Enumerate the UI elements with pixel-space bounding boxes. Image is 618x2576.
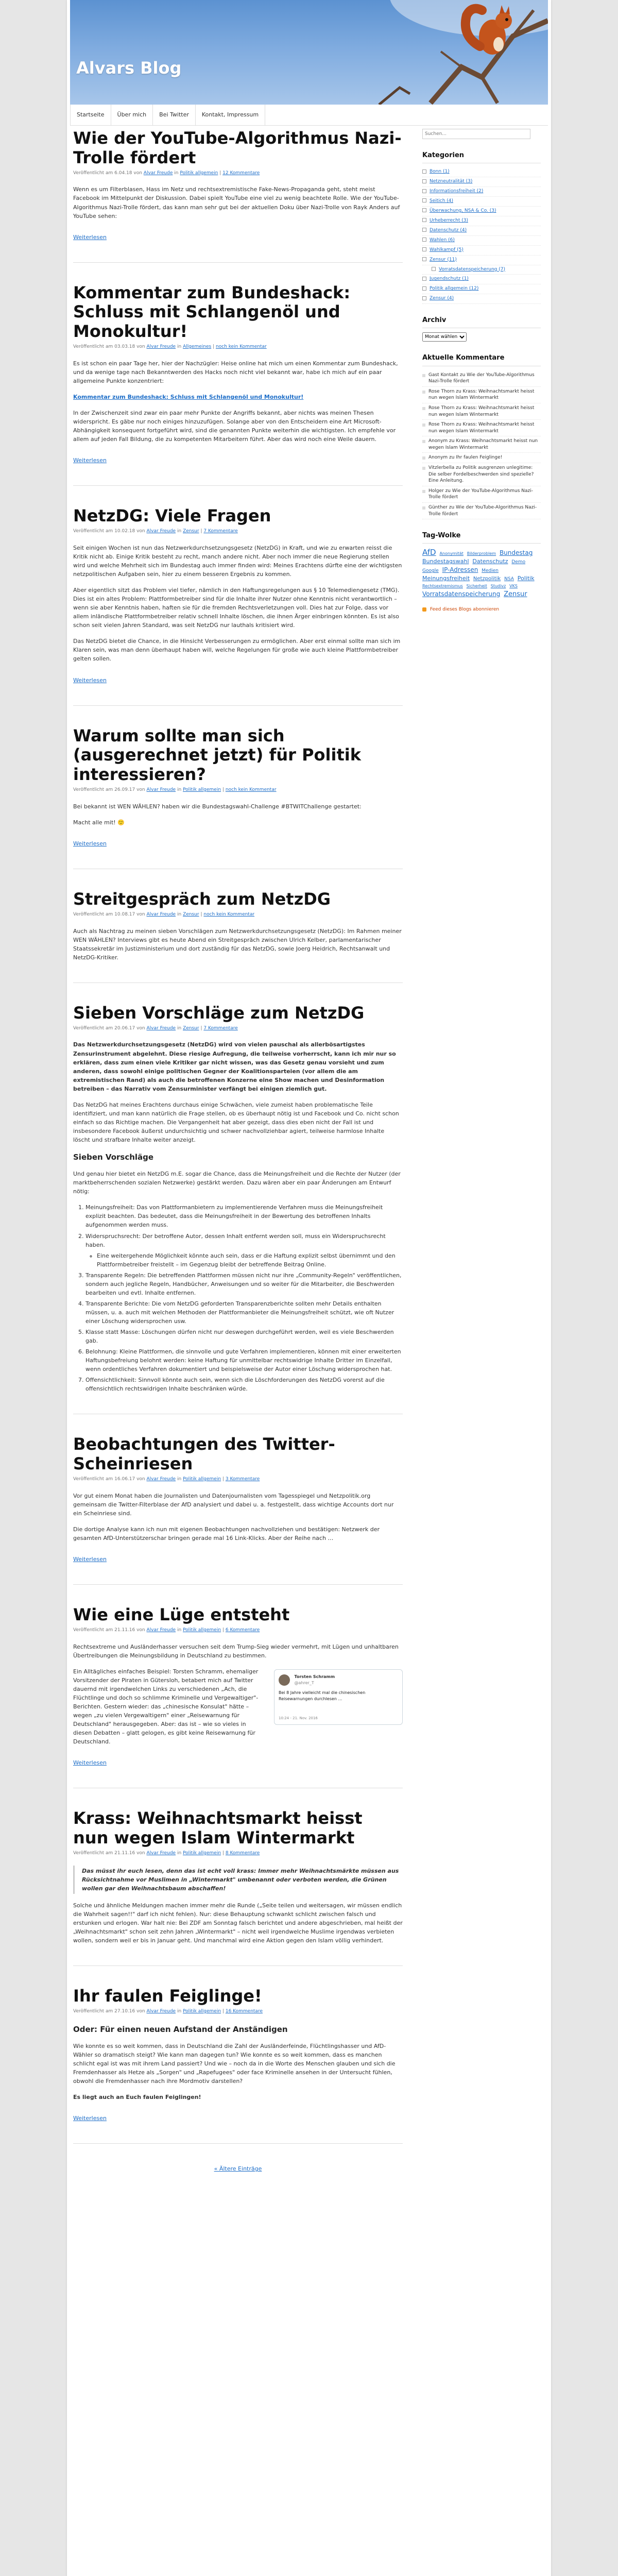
tag-link[interactable]: Medien — [482, 568, 499, 574]
tag-link[interactable]: Zensur — [504, 590, 527, 599]
post-divider — [73, 705, 403, 706]
tag-link[interactable]: Meinungsfreiheit — [422, 575, 470, 582]
list-item: 1. Meinungsfreiheit: Das von Plattformanbietern zu implementierende Verfahren muss die Meinungsfreiheit explizit beachten. Das bedeutet, dass die Meinungsfreiheit in der Bewertung des betroffenen Inhalts aufgenommen werden muss. — [85, 1203, 403, 1229]
post — [73, 129, 403, 263]
tag-link[interactable]: AfD — [422, 548, 436, 557]
post-quote: Das müsst ihr euch lesen, denn das ist echt voll krass: Immer mehr Weihnachtsmärkte müssen aus Rücksichtnahme vor Muslimen in „Wintermarkt" umbenannt oder verboten werden, die Grünen wollen gar den Weihnachtsbaum abschaffen! — [73, 1866, 403, 1894]
main-content — [73, 129, 403, 2173]
category-item[interactable] — [422, 284, 541, 294]
post-paragraph: Seit einigen Wochen ist nun das Netzwerkdurchsetzungsgesetz (NetzDG) in Kraft, und wie zu erwarten reisst die Kritik nicht ab. Einige Kritik besteht zu recht, manch andere nicht. Aber noch immer die neue Regierung stellen wird und welche Mehrheit sich im Bundestag auch immer finden wird: Meines Erachtens dürfte eine der wichtigsten netzpolitischen Aufgaben sein, hier zu einem besseren Ergebnis zu kommen. — [73, 544, 402, 578]
post-title[interactable]: Warum sollte man sich (ausgerechnet jetzt) für Politik interessieren? — [73, 725, 362, 785]
category-item[interactable] — [422, 226, 541, 236]
tag-cloud — [422, 548, 541, 599]
tag-link[interactable]: Datenschutz — [472, 558, 508, 565]
post-author-link[interactable]: Alvar Freude — [146, 529, 176, 534]
post-title[interactable]: Sieben Vorschläge zum NetzDG — [73, 1003, 365, 1023]
read-more-link[interactable]: Weiterlesen — [73, 457, 107, 464]
recent-comments-heading: Aktuelle Kommentare — [422, 353, 541, 366]
tag-link[interactable]: Rechtsextremismus — [422, 584, 463, 589]
tag-link[interactable]: Bundestag — [499, 549, 533, 557]
recent-comments-list — [422, 370, 541, 520]
post-category-link[interactable]: Politik allgemein — [183, 1627, 221, 1633]
meta-in: in — [177, 2008, 182, 2014]
meta-separator: | — [219, 170, 221, 176]
tag-link[interactable]: NSA — [504, 577, 514, 582]
bullet-icon — [422, 218, 426, 222]
category-link[interactable]: Wahlkampf (5) — [430, 247, 464, 252]
tweet-avatar — [279, 1674, 290, 1686]
archive-select[interactable] — [422, 332, 467, 342]
proposal-list — [73, 1203, 403, 1393]
post-meta — [73, 911, 403, 919]
tag-cloud-heading: Tag-Wolke — [422, 531, 541, 544]
bullet-icon — [422, 198, 426, 202]
post-paragraph: Das NetzDG hat meines Erachtens durchaus einige Schwächen, viele zumeist haben problematische Teile identifiziert, und man kann natürlich die Frage stellen, ob es überhaupt nötig ist und Facebook und Co. nicht schon einfach so das Richtige machen. Die Vergangenheit hat aber gezeigt, dass dies eben nicht der Fall ist und insbesondere Facebook äußerst undurchsichtig und schwer nachvollziehbar agiert, teilweise harmlose Inhalte löscht und strafbare Inhalte weiter anzeigt. — [73, 1101, 399, 1143]
post-author-link[interactable]: Alvar Freude — [146, 344, 176, 349]
meta-in: in — [177, 911, 182, 917]
category-item[interactable] — [422, 294, 541, 304]
tag-link[interactable]: Bundestagswahl — [422, 558, 469, 565]
meta-in: in — [177, 1850, 182, 1856]
post-category-link[interactable]: Politik allgemein — [183, 2008, 221, 2014]
post — [73, 726, 403, 869]
post-meta — [73, 344, 403, 351]
post-date: Veröffentlicht am 20.06.17 von — [73, 1025, 145, 1031]
bullet-icon — [422, 257, 426, 261]
meta-separator: | — [200, 529, 202, 534]
nav-item-startseite[interactable]: Startseite — [70, 105, 111, 125]
post — [73, 1987, 403, 2144]
bullet-icon — [422, 179, 426, 183]
post-date: Veröffentlicht am 03.03.18 von — [73, 344, 145, 349]
post-paragraph: Das NetzDG bietet die Chance, in die Hinsicht Verbesserungen zu ermöglichen. Aber erst einmal sollte man sich im Klaren sein, was man denn überhaupt haben will, welche Regelungen für große wie auch kleine Plattformbetreiber gelten sollen. — [73, 638, 401, 663]
bullet-icon — [422, 286, 426, 291]
meta-separator: | — [222, 1627, 224, 1633]
post-author-link[interactable]: Alvar Freude — [146, 911, 176, 917]
post-paragraph: Auch als Nachtrag zu meinen sieben Vorschlägen zum Netzwerkdurchsetzungsgesetz (NetzDG): Im Rahmen meiner WEN WÄHLEN? Interviews gibt es heute Abend ein Streitgespräch zwischen Ulrich Kelber, parlamentarischer Staatssekretär im Justizministerium und dort zuständig für das NetzDG, sowie Joerg Heidrich, Rechtsanwalt und NetzDG-Kritiker. — [73, 927, 402, 961]
nav-item-kontakt[interactable]: Kontakt, Impressum — [196, 105, 265, 125]
post-paragraph: Die dortige Analyse kann ich nun mit eigenen Beobachtungen nachvollziehen und bestätigen: Netzwerk der gesamten AfD-Unterstützerschar bringen gerade mal 16 Link-Klicks. Aber der Reihe nach … — [73, 1526, 380, 1541]
post-title[interactable]: Wie eine Lüge entsteht — [73, 1605, 290, 1625]
post-subheading: Oder: Für einen neuen Aufstand der Anständigen — [73, 2024, 288, 2034]
post-paragraph: Wie konnte es so weit kommen, dass in Deutschland die Zahl der Ausländerfeinde, Flüchtlingshasser und AfD-Wähler so dramatisch steigt? Wie kann man dagegen tun? Wie konnte es so weit kommen, dass es manchen schlicht egal ist was mit ihrem Land passiert? Und wie – noch da in die Worte des Menschen glauben und sich die Fremdenhasser als Hetze als „Sorgen" und „Rapefugees" oder face Kriminelle ansehen in der Untersucht fühlen, obwohl die Fremdenhasser nach ihre Mordmotiv darstellen? — [73, 2043, 396, 2085]
meta-separator: | — [200, 911, 202, 917]
bullet-icon — [422, 247, 426, 251]
post-paragraph: Ein Alltägliches einfaches Beispiel: Torsten Schramm, ehemaliger Vorsitzender der Piraten in Gütersloh, betabert mich auf Twitter dauernd mit irgendwelchen Links zu verschiedenen „Ach, die Flüchtlinge und doch so schlimme Kriminelle und Vergewaltiger"-Berichten. Gestern wieder: das „chinesische Konsulat" hätte – wegen „zu vielen Vergewaltigern" einer „Reisewarnung für Deutschland" herausgegeben. Aber: das ist – wie so vieles in diesen Debatten – glatt gelogen, es gibt keine Reisewarnung für Deutschland. — [73, 1668, 259, 1745]
site-header — [70, 0, 548, 105]
post-paragraph: Es ist schon ein paar Tage her, hier der Nachzügler: Heise online hat mich um einen Kommentar zum Bundeshack, und da wenige tage nach Bekanntwerden des Hacks noch nicht viel bekannt war, habe ich mich auf ein paar allgemeine Punkte konzentriert: — [73, 360, 398, 384]
post — [73, 1004, 403, 1415]
bullet-icon — [422, 208, 426, 212]
rss-icon — [422, 607, 426, 612]
post-subheading: Sieben Vorschläge — [73, 1152, 154, 1162]
post-paragraph: Vor gut einem Monat haben die Journalisten und Datenjournalisten vom Tagesspiegel und Netzpolitik.org gemeinsam die Twitter-Filterblase der AfD analysiert und dabei u. a. festgestellt, dass wichtige Accounts dort nur ein Scheinriese sind. — [73, 1492, 394, 1517]
category-list — [422, 167, 541, 304]
category-item[interactable] — [422, 207, 541, 216]
recent-comment-item[interactable]: Vitzlerbella zu Politik ausgrenzen unlegitime: Die selber Fordelbeschwerden sind spezielle? Eine Anleitung. — [422, 463, 541, 486]
meta-separator: | — [222, 787, 224, 792]
tag-link[interactable]: Bilderproblem — [467, 551, 496, 556]
read-more-link[interactable]: Weiterlesen — [73, 1759, 107, 1767]
meta-in: in — [177, 344, 182, 349]
post-divider — [73, 262, 403, 263]
post-title[interactable]: Ihr faulen Feiglinge! — [73, 1986, 262, 2006]
post-comments-link[interactable]: 12 Kommentare — [222, 170, 260, 176]
list-item: 7. Offensichtlichkeit: Sinnvoll könnte auch sein, wenn sich die Löschforderungen des NetzDG vorerst auf die offensichtlich rechtswidrigen Inhalte beschränken würde. — [85, 1376, 403, 1393]
category-link[interactable]: Informationsfreiheit (2) — [430, 189, 484, 194]
category-link[interactable]: Wahlen (6) — [430, 237, 455, 243]
post-paragraph: Macht alle mit! 🙂 — [73, 819, 125, 826]
recent-comment-item[interactable]: Rose Thorn zu Krass: Weihnachtsmarkt heisst nun wegen Islam Wintermarkt — [422, 403, 541, 420]
category-link[interactable]: Überwachung, NSA & Co. (3) — [430, 208, 496, 213]
category-link[interactable]: Datenschutz (4) — [430, 227, 467, 233]
post-comments-link[interactable]: noch kein Kommentar — [225, 787, 277, 792]
category-item[interactable] — [422, 256, 541, 265]
post-meta — [73, 1850, 403, 1857]
list-item: 4. Transparente Berichte: Die vom NetzDG geforderten Transparenzberichte sollten mehr Details enthalten müssen, u. a. auch mit welchen Methoden der Plattformanbieter die Meinungsfreiheit schützt, wie oft Nutzer einer Löschung widersprochen usw. — [85, 1299, 403, 1326]
post-paragraph: Bei bekannt ist WEN WÄHLEN? haben wir die Bundestagswahl-Challenge #BTWITChallenge gestartet: — [73, 803, 362, 810]
recent-comment-item[interactable]: Anonym zu Krass: Weihnachtsmarkt heisst nun wegen Islam Wintermarkt — [422, 436, 541, 453]
post-category-link[interactable]: Allgemeines — [183, 344, 212, 349]
post — [73, 283, 403, 486]
meta-in: in — [177, 1476, 182, 1482]
meta-separator: | — [200, 1025, 202, 1031]
meta-in: in — [177, 1627, 182, 1633]
post-category-link[interactable]: Politik allgemein — [180, 170, 218, 176]
tag-link[interactable]: VKS — [509, 584, 518, 589]
tweet-text: Bei 8 Jahre vielleicht mal die chinesischen Reisewarnungen durchlesen … — [279, 1690, 366, 1701]
older-posts-nav — [73, 2164, 403, 2173]
tweet-author-name: Torsten Schramm — [294, 1674, 335, 1679]
bullet-icon — [422, 238, 426, 242]
page-wrapper — [67, 0, 551, 2576]
post-meta — [73, 1627, 403, 1634]
category-link[interactable]: Jugendschutz (1) — [430, 276, 469, 282]
post-divider — [73, 485, 403, 486]
post-date: Veröffentlicht am 27.10.16 von — [73, 2008, 145, 2014]
read-more-link[interactable]: Weiterlesen — [73, 676, 107, 684]
categories-heading: Kategorien — [422, 150, 541, 163]
category-item[interactable] — [422, 197, 541, 207]
category-item[interactable] — [422, 275, 541, 284]
post-paragraph: Und genau hier bietet ein NetzDG m.E. sogar die Chance, dass die Meinungsfreiheit und die Rechte der Nutzer (der marktbeherrschenden sozialen Netzwerke) gestärkt werden. Dazu wären aber ein paar Änderungen am Entwurf nötig: — [73, 1171, 401, 1195]
post-category-link[interactable]: Politik allgemein — [183, 1850, 221, 1856]
post-meta — [73, 1025, 403, 1032]
recent-comment-item[interactable]: Anonym zu Ihr faulen Feiglinge! — [422, 453, 541, 463]
read-more-link[interactable]: Weiterlesen — [73, 1555, 107, 1563]
post-title[interactable]: Wie der YouTube-Algorithmus Nazi-Trolle fördert — [73, 128, 402, 167]
post-title[interactable]: Streitgespräch zum NetzDG — [73, 889, 331, 909]
post-divider — [73, 982, 403, 983]
recent-comment-item[interactable]: Rose Thorn zu Krass: Weihnachtsmarkt heisst nun wegen Islam Wintermarkt — [422, 387, 541, 403]
post-author-link[interactable]: Alvar Freude — [146, 1476, 176, 1482]
list-item-text: Widerspruchsrecht: Der betroffene Autor, dessen Inhalt entfernt werden soll, muss ein Widerspruchsrecht haben. — [85, 1232, 386, 1248]
category-link[interactable]: Urheberrecht (3) — [430, 217, 468, 223]
post-meta — [73, 787, 403, 794]
meta-separator: | — [222, 2008, 224, 2014]
bullet-icon — [432, 267, 436, 271]
post-divider — [73, 2143, 403, 2144]
meta-in: in — [174, 170, 179, 176]
post-category-link[interactable]: Politik allgemein — [183, 787, 221, 792]
post-author-link[interactable]: Alvar Freude — [143, 170, 173, 176]
post-author-link[interactable]: Alvar Freude — [146, 1025, 176, 1031]
post-date: Veröffentlicht am 6.04.18 von — [73, 170, 142, 176]
post-meta — [73, 170, 403, 177]
list-item: 5. Klasse statt Masse: Löschungen dürfen nicht nur deswegen durchgeführt werden, weil es viele Beschwerden gab. — [85, 1328, 403, 1345]
category-link[interactable]: Vorratsdatenspeicherung (7) — [439, 266, 505, 272]
nav-item-ueber-mich[interactable]: Über mich — [111, 105, 153, 125]
post-paragraph: Aber eigentlich sitzt das Problem viel tiefer, nämlich in den Haftungsregelungen aus § 10 Telemediengesetz (TMG). Dies ist ein altes Problem: Plattformbetreiber sind für die Inhalte ihrer Nutzer ohne Kenntnis nicht verantwortlich – wenn sie aber Kenntnis haben, haften sie für die fremden Rechtsverletzungen voll. Dies hat zur Folge, dass vor allem inländische Plattformbetreiber relativ schnell Inhalte löschen, die ihnen Ärger einbringen könnten. Es ist also schon seit vielen Jahren Standard, was seit NetzDG nur lauthals kritisiert wird. — [73, 587, 400, 629]
recent-comment-item[interactable]: Günther zu Wie der YouTube-Algorithmus Nazi-Trolle fördert — [422, 503, 541, 519]
category-item[interactable] — [422, 216, 541, 226]
bullet-icon — [422, 228, 426, 232]
category-link[interactable]: Politik allgemein (12) — [430, 286, 479, 292]
post-paragraph: Solche und ähnliche Meldungen machen immer mehr die Runde („Seite teilen und weitersagen, wir müssen endlich die Wahrheit sagen!!" darf ich nicht fehlen). Nur: diese Behauptung schwankt schlicht zwischen falsch und erstunken und erlogen. War halt nie: Bei ZDF am Sonntag falsch berichtet und andere abgeschrieben, mal heißt der „Weihnachtsmarkt" schon seit zehn Jahren „Wintermarkt" – nicht weil irgendwelche Muslime irgendwas verbieten wollen, sondern weil er bis in Januar geht. Und manchmal wird eine Aktion gegen den Islam völlig verhindert. — [73, 1902, 403, 1944]
tag-link[interactable]: Demo — [511, 560, 526, 565]
post-author-link[interactable]: Alvar Freude — [146, 2008, 176, 2014]
bullet-icon — [422, 296, 426, 300]
post-paragraph: Wenn es um Filterblasen, Hass im Netz und rechtsextremistische Fake-News-Propaganda geht, steht meist Facebook im Mittelpunkt der Diskussion. Dabei spielt YouTube eine viel zu wenig beachtete Rolle. Wie der YouTube-Algorithmus Nazi-Trolle fördert, das kann man sehr gut bei der aktuellen Doku über Nazi-Trolle von Rayk Anders auf YouTube sehen: — [73, 186, 400, 219]
post-meta — [73, 1476, 403, 1483]
older-posts-link[interactable]: « Ältere Einträge — [214, 2165, 262, 2173]
post-date: Veröffentlicht am 26.09.17 von — [73, 787, 145, 792]
recent-comment-item[interactable]: Rose Thorn zu Krass: Weihnachtsmarkt heisst nun wegen Islam Wintermarkt — [422, 420, 541, 436]
meta-separator: | — [213, 344, 215, 349]
read-more-link[interactable]: Weiterlesen — [73, 2115, 107, 2122]
list-item: 3. Transparente Regeln: Die betreffenden Plattformen müssen nicht nur ihre „Community-Regeln" veröffentlichen, sondern auch jegliche Regeln, Handbücher, Anweisungen und so weiter für die Mitarbeiter, die Beschwerden bearbeiten und evtl. Inhalte entfernen. — [85, 1271, 403, 1297]
tag-link[interactable]: Anonymität — [439, 551, 464, 556]
meta-in: in — [177, 529, 182, 534]
post-meta — [73, 2008, 403, 2015]
meta-separator: | — [222, 1850, 224, 1856]
category-link[interactable]: Netzneutralität (3) — [430, 179, 473, 184]
post-date: Veröffentlicht am 10.02.18 von — [73, 529, 145, 534]
sidebar — [422, 129, 541, 614]
tweet-handle: @ahrer_T — [294, 1681, 314, 1686]
post-comments-link[interactable]: 7 Kommentare — [203, 529, 238, 534]
tag-link[interactable]: Politik — [517, 575, 535, 582]
category-item[interactable] — [422, 177, 541, 187]
nav-item-twitter[interactable]: Bei Twitter — [153, 105, 196, 125]
category-item[interactable] — [422, 187, 541, 197]
post-title[interactable]: Kommentar zum Bundeshack: Schluss mit Schlangenöl und Monokultur! — [73, 282, 351, 342]
post — [73, 1809, 403, 1966]
post-paragraph: In der Zwischenzeit sind zwar ein paar mehr Punkte der Angriffs bekannt, aber nichts was meinen Thesen widerspricht. Es gäbe nur noch einiges hinzuzufügen. Solange aber von den Entscheidern eine Art Microsoft-Abhängigkeit konsequent fortgeführt wird, sind die genannten Punkte weiterhin die wichtigsten. Ich empfehle vor allem auf jeden Fall Bildung, die zu kompetenten Mitarbeitern führt. Aber das wird noch eine Weile dauern. — [73, 410, 396, 443]
post-category-link[interactable]: Politik allgemein — [183, 1476, 221, 1482]
recent-comment-item[interactable]: Gast Kontakt zu Wie der YouTube-Algorithmus Nazi-Trolle fördert — [422, 370, 541, 387]
post-comments-link[interactable]: 6 Kommentare — [225, 1627, 260, 1633]
post-author-link[interactable]: Alvar Freude — [146, 787, 176, 792]
read-more-link[interactable]: Weiterlesen — [73, 233, 107, 241]
category-link[interactable]: Zensur (4) — [430, 296, 454, 301]
post — [73, 1435, 403, 1585]
list-item — [85, 1232, 403, 1269]
post-category-link[interactable]: Zensur — [183, 1025, 199, 1031]
header-photo — [70, 0, 548, 105]
post-author-link[interactable]: Alvar Freude — [146, 1850, 176, 1856]
post-paragraph: Rechtsextreme und Ausländerhasser versuchen seit dem Trump-Sieg wieder vermehrt, mit Lügen und unhaltbaren Übertreibungen die Meinungsbildung in Deutschland zu bestimmen. — [73, 1643, 399, 1659]
post-comments-link[interactable]: 7 Kommentare — [203, 1025, 238, 1031]
post-title[interactable]: Beobachtungen des Twitter-Scheinriesen — [73, 1434, 335, 1474]
feed-link[interactable] — [422, 606, 541, 614]
post-paragraph: Das Netzwerkdurchsetzungsgesetz (NetzDG) wird von vielen pauschal als allerbösartigstes Zensurinstrument abgelehnt. Diese riesige Aufregung, die teilweise vorherrscht, kann ich mir nur so erklären, dass zum einen viele Kritiker gar nicht wissen, was das Gesetz genau vorsieht und zum anderen, dass sowohl einige politischen Gegner der Koalitionsparteien (vor allem die am extremistischen Rand) als auch die betroffenen Konzerne eine Show machen und Desinformation betreiben – das Narrativ vom Zensurminister verfängt bei einigen ziemlich gut. — [73, 1041, 396, 1092]
tag-link[interactable]: Studivz — [490, 584, 506, 589]
list-item: 6. Belohnung: Kleine Plattformen, die sinnvolle und gute Verfahren implementieren, können mit einer erweiterten Haftungsbefreiung belohnt werden: keine Haftung für unmittelbar rechtswidrige Inhalte Dritter im Einzelfall, wenn ordentliches Verfahren dokumentiert und beispielsweise der Autor einer Löschung widersprochen hat. — [85, 1347, 403, 1374]
recent-comment-item[interactable]: Holger zu Wie der YouTube-Algorithmus Nazi-Trolle fördert — [422, 486, 541, 503]
archive-heading: Archiv — [422, 315, 541, 328]
tag-link[interactable]: IP-Adressen — [442, 566, 478, 574]
post-date: Veröffentlicht am 21.11.16 von — [73, 1627, 145, 1633]
post-category-link[interactable]: Zensur — [183, 529, 199, 534]
read-more-link[interactable]: Weiterlesen — [73, 840, 107, 847]
sub-list — [85, 1251, 403, 1269]
search-input[interactable] — [422, 129, 530, 139]
post-date: Veröffentlicht am 16.06.17 von — [73, 1476, 145, 1482]
sub-list-item: ◦ Eine weitergehende Möglichkeit könnte auch sein, dass er die Haftung explizit selbst übernimmt und den Plattformbetreiber freistellt – im Gegenzug bleibt der betreffende Beitrag Online. — [97, 1251, 403, 1269]
post-category-link[interactable]: Zensur — [183, 911, 199, 917]
post-divider — [73, 1965, 403, 1966]
category-link[interactable]: Seitich (4) — [430, 198, 454, 204]
post-date: Veröffentlicht am 21.11.16 von — [73, 1850, 145, 1856]
bullet-icon — [422, 189, 426, 193]
post — [73, 506, 403, 705]
main-navigation — [70, 105, 548, 126]
meta-separator: | — [222, 1476, 224, 1482]
post-comments-link[interactable]: 3 Kommentare — [225, 1476, 260, 1482]
site-title[interactable]: Alvars Blog — [76, 58, 182, 78]
post-title[interactable]: Krass: Weihnachtsmarkt heisst nun wegen Islam Wintermarkt — [73, 1808, 363, 1848]
post-comments-link[interactable]: noch kein Kommentar — [203, 911, 255, 917]
post-title[interactable]: NetzDG: Viele Fragen — [73, 506, 271, 526]
tag-link[interactable]: Netzpolitik — [473, 576, 501, 582]
post-paragraph: Es liegt auch an Euch faulen Feiglingen! — [73, 2094, 201, 2101]
category-item[interactable] — [422, 236, 541, 246]
post-author-link[interactable]: Alvar Freude — [146, 1627, 176, 1633]
post — [73, 1605, 403, 1788]
post — [73, 890, 403, 983]
meta-in: in — [177, 1025, 182, 1031]
post-divider — [73, 1584, 403, 1585]
tweet-author — [295, 1674, 335, 1687]
tag-link[interactable]: Sicherheit — [466, 584, 487, 589]
category-link[interactable]: Zensur (11) — [430, 257, 457, 262]
post-comments-link[interactable]: 16 Kommentare — [225, 2008, 263, 2014]
post-date: Veröffentlicht am 10.08.17 von — [73, 911, 145, 917]
meta-in: in — [177, 787, 182, 792]
category-link[interactable]: Bonn (1) — [430, 169, 450, 175]
post-comments-link[interactable]: 8 Kommentare — [225, 1850, 260, 1856]
feed-link-label: Feed dieses Blogs abonnieren — [430, 607, 500, 612]
category-item[interactable] — [422, 246, 541, 256]
category-item[interactable] — [422, 167, 541, 177]
post-comments-link[interactable]: noch kein Kommentar — [216, 344, 267, 349]
bullet-icon — [422, 170, 426, 174]
tag-link[interactable]: Vorratsdatenspeicherung — [422, 590, 501, 598]
embedded-tweet[interactable] — [274, 1669, 403, 1725]
bullet-icon — [422, 277, 426, 281]
category-item[interactable] — [422, 265, 541, 275]
post-meta — [73, 528, 403, 535]
heise-article-link[interactable]: Kommentar zum Bundeshack: Schluss mit Schlangenöl und Monokultur! — [73, 394, 304, 400]
tweet-timestamp: 10:24 - 21. Nov. 2016 — [279, 1716, 318, 1720]
tag-link[interactable]: Google — [422, 568, 439, 574]
